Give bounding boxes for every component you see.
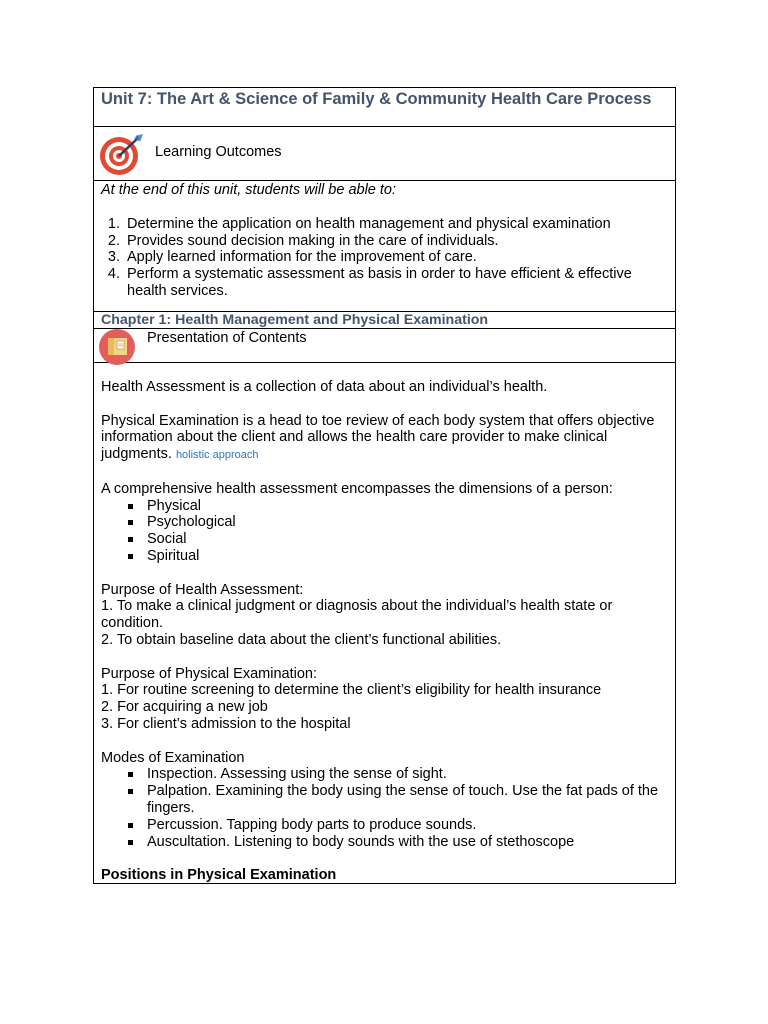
unit-table [93,87,676,884]
outcome-item: 2. Provides sound decision making in the care of individuals. [124,233,668,250]
modes-title: Modes of Examination [101,749,245,766]
holistic-approach-note: holistic approach [175,449,259,462]
purpose-health-assessment [101,582,668,649]
folder-icon [99,329,133,363]
dimensions-intro: A comprehensive health assessment encompasses the dimensions of a person: [101,480,613,497]
presentation-header [94,329,675,363]
content-body [94,363,675,883]
purpose-ha-item: 2. To obtain baseline data about the client’s functional abilities. [101,631,502,648]
mode-item: Palpation. Examining the body using the sense of touch. Use the fat pads of the fingers. [128,783,668,817]
modes-list [101,766,668,850]
dimension-item: Psychological [128,514,668,531]
mode-item: Percussion. Tapping body parts to produce sounds. [128,817,668,834]
outcome-item: 4. Perform a systematic assessment as basis in order to have efficient & effective health services. [124,266,668,300]
outcomes-list [101,216,668,300]
purpose-pe-item: 3. For client’s admission to the hospital [101,715,351,732]
purpose-physical-exam [101,666,668,733]
dimension-item: Social [128,531,668,548]
mode-item: Inspection. Assessing using the sense of sight. [128,766,668,783]
dimension-item: Physical [128,498,668,515]
dimensions-section [101,481,668,565]
unit-title: Unit 7: The Art & Science of Family & Community Health Care Process [94,88,675,127]
health-assessment-definition: Health Assessment is a collection of data about an individual’s health. [101,379,548,395]
dimensions-list [101,498,668,565]
dimension-item: Spiritual [128,548,668,565]
presentation-label: Presentation of Contents [147,330,307,346]
learning-outcomes-body [94,181,675,312]
purpose-pe-item: 2. For acquiring a new job [101,699,268,716]
outcomes-intro: At the end of this unit, students will be able to: [101,182,397,198]
chapter-title: Chapter 1: Health Management and Physical Examination [94,312,675,329]
outcome-item: 1. Determine the application on health management and physical examination [124,216,668,233]
positions-heading: Positions in Physical Examination [101,867,337,884]
physical-exam-text: Physical Examination is a head to toe review of each body system that offers objective information about the client and allows the health care provider to make clinical judgments. [101,412,655,463]
purpose-ha-item: 1. To make a clinical judgment or diagnosis about the individual’s health state or condition. [101,598,613,632]
target-icon [98,133,144,177]
purpose-pe-title: Purpose of Physical Examination: [101,665,317,682]
modes-section [101,750,668,851]
purpose-pe-item: 1. For routine screening to determine the client’s eligibility for health insurance [101,682,602,699]
outcome-item: 3. Apply learned information for the improvement of care. [124,249,668,266]
mode-item: Auscultation. Listening to body sounds with the use of stethoscope [128,834,668,851]
purpose-ha-title: Purpose of Health Assessment: [101,581,304,598]
learning-outcomes-header [94,127,675,181]
learning-outcomes-label: Learning Outcomes [155,144,282,160]
physical-exam-definition [101,413,668,464]
